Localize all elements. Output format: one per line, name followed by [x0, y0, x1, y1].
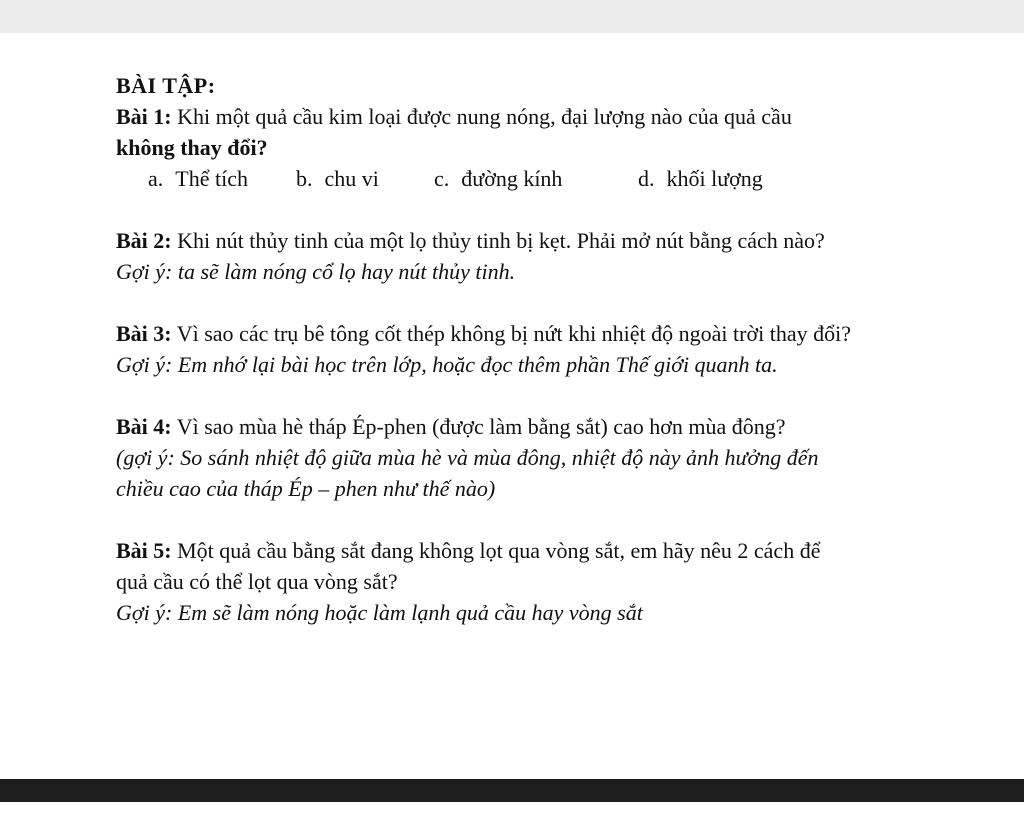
question-1	[116, 101, 1006, 132]
question-3-text: Vì sao các trụ bê tông cốt thép không bị nứt khi nhiệt độ ngoài trời thay đổi?	[171, 321, 851, 346]
option-a: a. Thể tích	[148, 166, 248, 191]
question-2-hint: Gợi ý: ta sẽ làm nóng cổ lọ hay nút thủy tinh.	[116, 259, 516, 284]
question-4-hint-line-2: chiều cao của tháp Ép – phen như thế nào)	[116, 476, 496, 501]
question-4	[116, 411, 1006, 442]
question-4-text: Vì sao mùa hè tháp Ép-phen (được làm bằng sắt) cao hơn mùa đông?	[171, 414, 786, 439]
exercise-document	[116, 70, 1006, 628]
question-2-label: Bài 2:	[116, 228, 172, 253]
bottom-dark-band	[0, 779, 1024, 802]
option-b: b. chu vi	[296, 166, 379, 191]
question-2-text: Khi nút thủy tinh của một lọ thủy tinh bị kẹt. Phải mở nút bằng cách nào?	[171, 228, 825, 253]
question-3	[116, 318, 1006, 349]
question-5-text-line-2: quả cầu có thể lọt qua vòng sắt?	[116, 569, 398, 594]
question-4-hint-line-1: (gợi ý: So sánh nhiệt độ giữa mùa hè và mùa đông, nhiệt độ này ảnh hưởng đến	[116, 445, 819, 470]
question-2	[116, 225, 1006, 256]
document-heading: BÀI TẬP:	[116, 73, 216, 98]
question-1-label: Bài 1:	[116, 104, 172, 129]
question-3-label: Bài 3:	[116, 321, 172, 346]
question-5	[116, 535, 1006, 566]
question-5-text-line-1: Một quả cầu bằng sắt đang không lọt qua vòng sắt, em hãy nêu 2 cách để	[171, 538, 821, 563]
bottom-margin-band	[0, 802, 1024, 838]
question-5-hint: Gợi ý: Em sẽ làm nóng hoặc làm lạnh quả cầu hay vòng sắt	[116, 600, 643, 625]
question-1-text-bold: không thay đổi?	[116, 135, 268, 160]
question-5-label: Bài 5:	[116, 538, 172, 563]
top-margin-band	[0, 0, 1024, 33]
question-4-label: Bài 4:	[116, 414, 172, 439]
question-1-options	[116, 163, 1006, 194]
option-c: c. đường kính	[434, 166, 563, 191]
option-d: d. khối lượng	[638, 166, 763, 191]
question-3-hint: Gợi ý: Em nhớ lại bài học trên lớp, hoặc đọc thêm phần Thế giới quanh ta.	[116, 352, 778, 377]
question-1-text: Khi một quả cầu kim loại được nung nóng, đại lượng nào của quả cầu	[171, 104, 792, 129]
